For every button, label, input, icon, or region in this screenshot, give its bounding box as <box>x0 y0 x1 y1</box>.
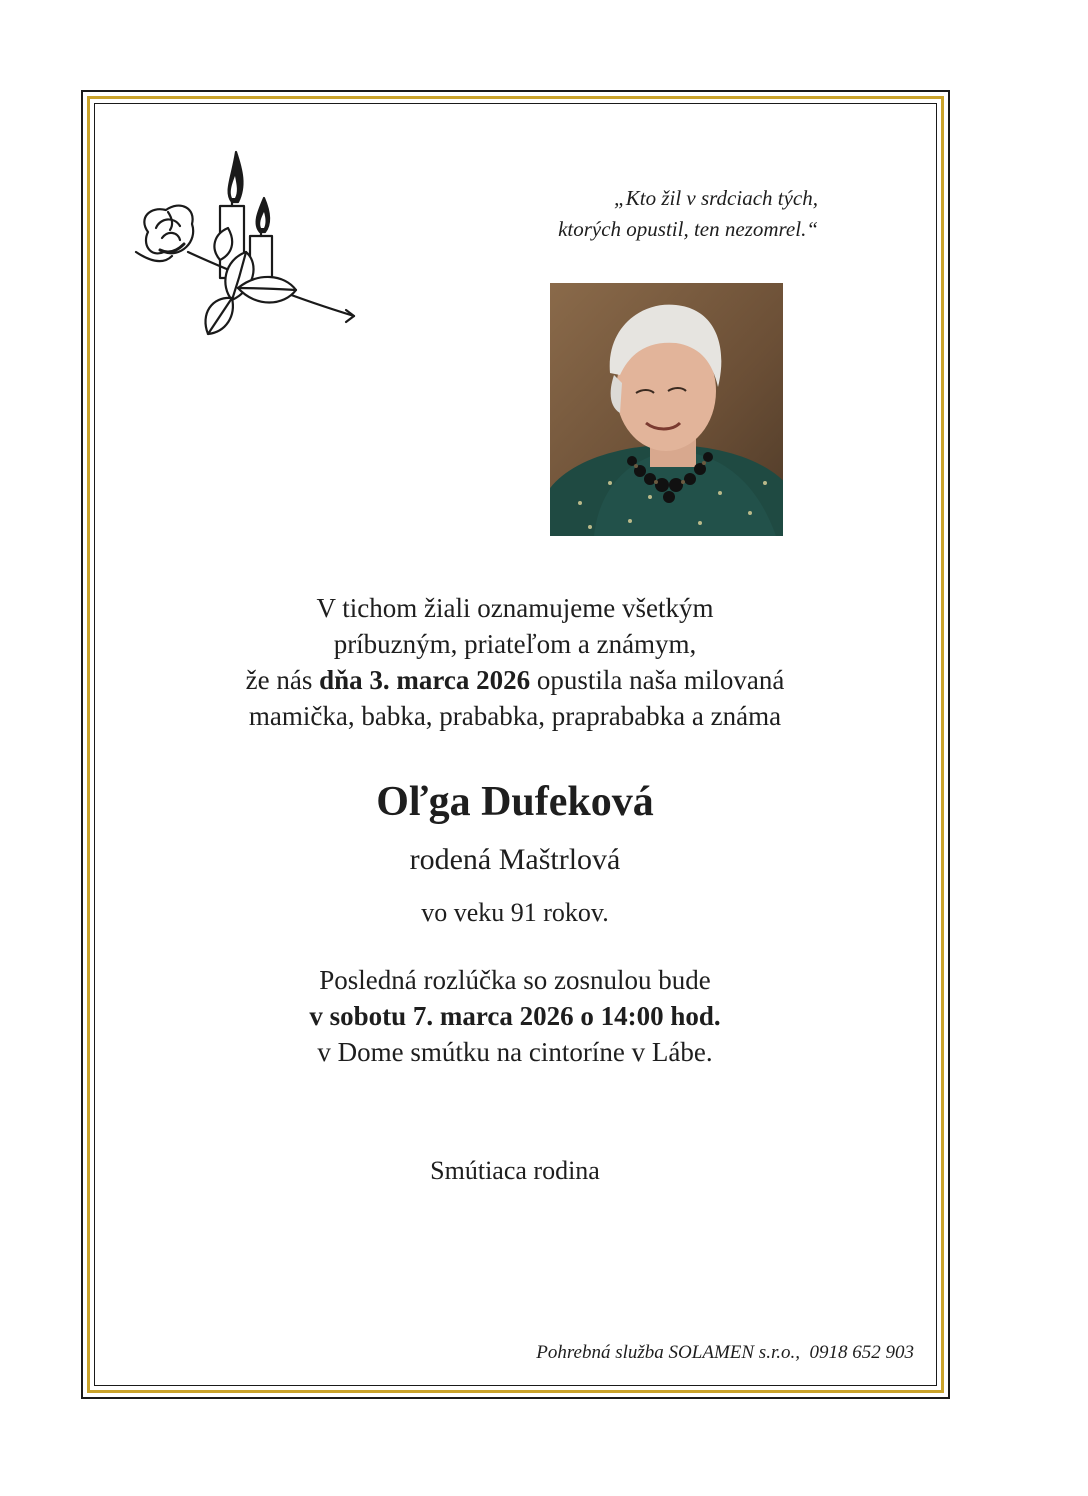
announcement-line-3 <box>100 662 930 698</box>
funeral-service-phone: 0918 652 903 <box>809 1342 914 1363</box>
mourning-family: Smútiaca rodina <box>430 1156 600 1185</box>
memorial-quote <box>470 183 818 245</box>
quote-line-1: „Kto žil v srdciach tých, <box>614 186 818 210</box>
age-at-death: vo veku 91 rokov. <box>421 898 609 927</box>
death-announcement <box>100 590 930 734</box>
quote-line-2: ktorých opustil, ten nezomrel.“ <box>558 217 818 241</box>
announcement-line-4: mamička, babka, prababka, praprababka a známa <box>248 701 782 731</box>
maiden-name: rodená Maštrlová <box>409 843 621 876</box>
announcement-line-3-post: opustila naša milovaná <box>536 665 785 695</box>
funeral-service-name: Pohrebná služba SOLAMEN s.r.o., <box>536 1342 800 1363</box>
funeral-date-time-bold: v sobotu 7. marca 2026 o 14:00 hod. <box>309 1001 721 1031</box>
portrait-photo <box>550 283 783 536</box>
funeral-service-footer <box>400 1340 914 1366</box>
farewell-line-1: Posledná rozlúčka so zosnulou bude <box>319 965 711 995</box>
candles-rose-icon <box>128 148 360 338</box>
deceased-name: Oľga Dufeková <box>376 779 654 825</box>
farewell-line-3: v Dome smútku na cintoríne v Lábe. <box>317 1037 713 1067</box>
announcement-line-3-pre: že nás <box>245 665 313 695</box>
funeral-details <box>100 962 930 1070</box>
announcement-line-1: V tichom žiali oznamujeme všetkým <box>316 593 714 623</box>
death-date: dňa 3. marca 2026 <box>319 665 531 695</box>
funeral-date-time <box>100 998 930 1034</box>
announcement-line-2: príbuzným, priateľom a známym, <box>333 629 697 659</box>
